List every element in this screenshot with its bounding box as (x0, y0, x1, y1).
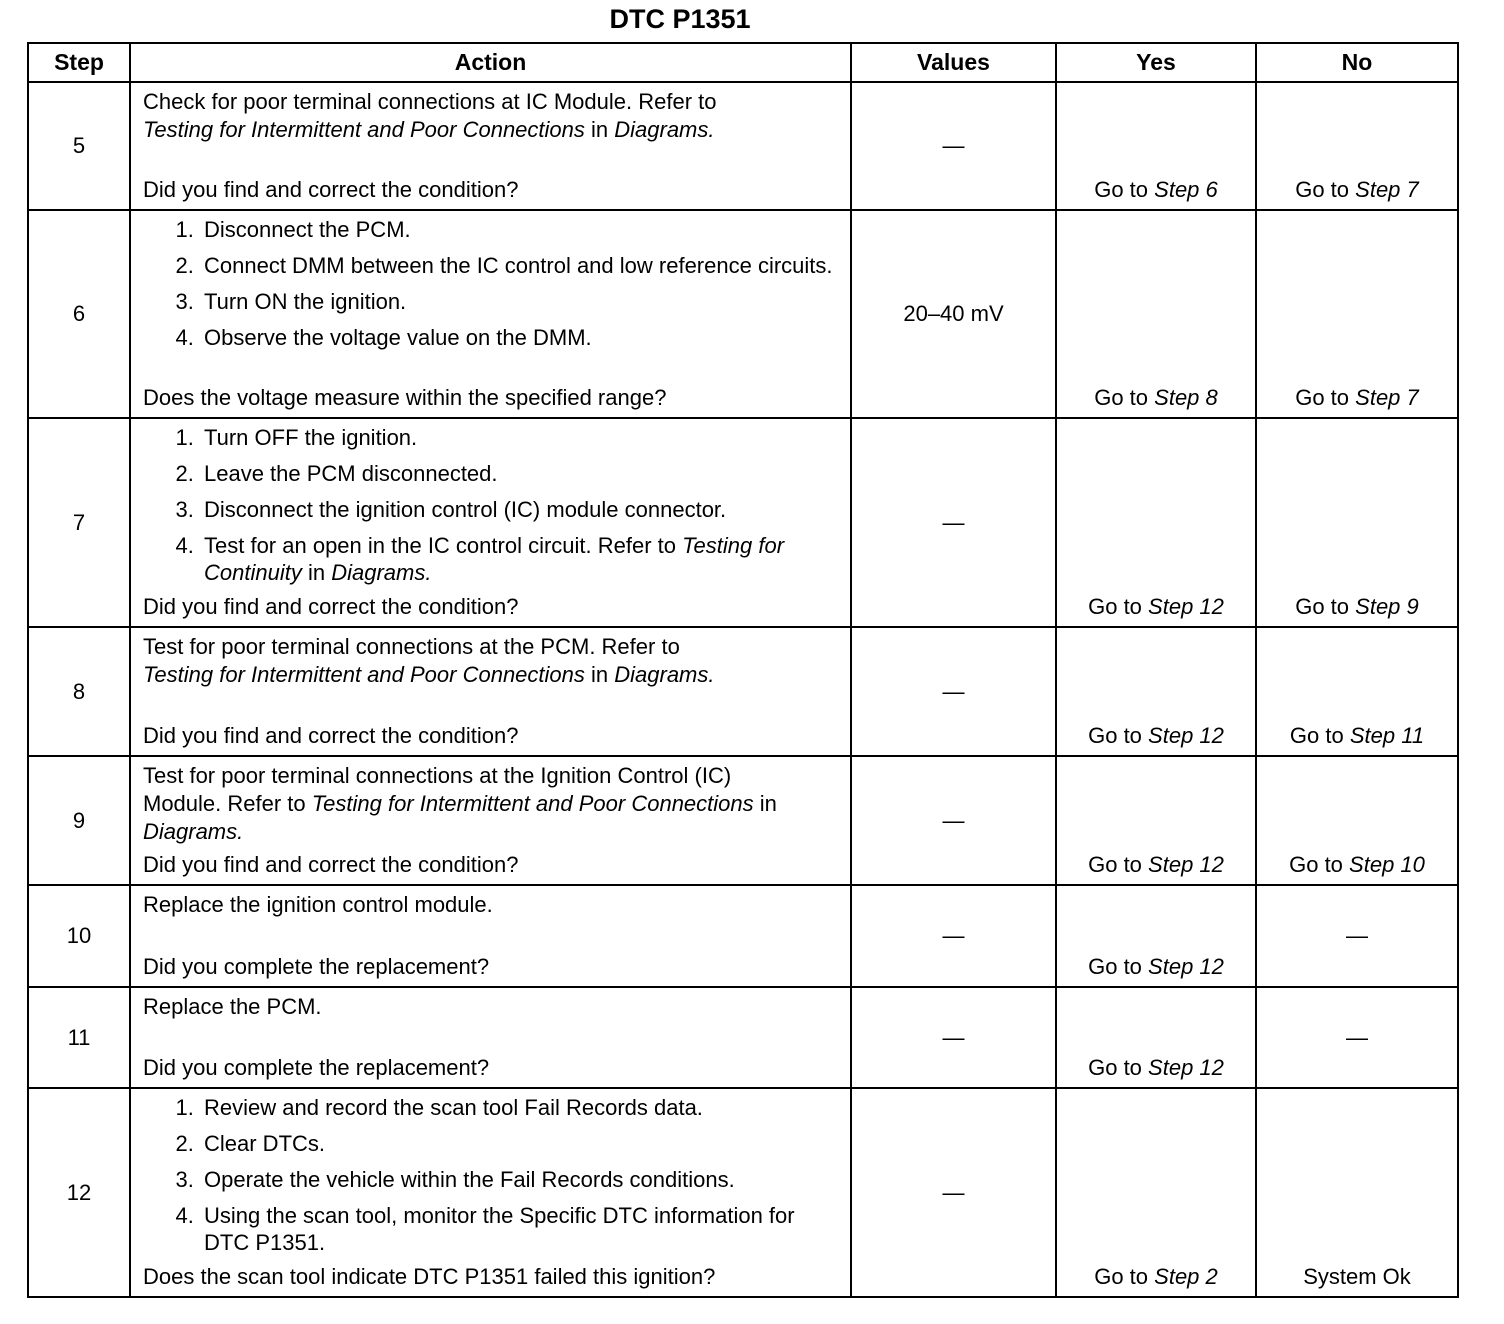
no-cell: Go to Step 7 (1256, 82, 1458, 210)
no-cell: Go to Step 10 (1256, 756, 1458, 885)
action-cell (130, 210, 851, 418)
diagnostic-table (27, 42, 1459, 1298)
yes-cell: Go to Step 12 (1056, 627, 1256, 756)
step-number: 6 (28, 210, 130, 418)
table-row (28, 210, 1458, 418)
no-cell: Go to Step 7 (1256, 210, 1458, 418)
list-item: 2. Connect DMM between the IC control and low reference circuits. (200, 252, 840, 279)
value-cell: — (851, 82, 1056, 210)
no-cell: Go to Step 11 (1256, 627, 1458, 756)
list-item: 4. Observe the voltage value on the DMM. (200, 324, 840, 351)
header-yes: Yes (1056, 43, 1256, 82)
action-text: Test for poor terminal connections at the PCM. Refer to Testing for Intermittent and Poor Connections in Diagrams. (143, 634, 715, 687)
yes-cell: Go to Step 6 (1056, 82, 1256, 210)
action-cell (130, 418, 851, 627)
action-steps-list (143, 424, 840, 586)
step-number: 9 (28, 756, 130, 885)
action-question: Does the scan tool indicate DTC P1351 failed this ignition? (143, 1264, 716, 1289)
step-number: 12 (28, 1088, 130, 1297)
action-question: Does the voltage measure within the specified range? (143, 385, 667, 410)
list-item: 4. Test for an open in the IC control circuit. Refer to Testing for Continuity in Diagrams. (200, 532, 840, 586)
step-number: 8 (28, 627, 130, 756)
value-cell: — (851, 418, 1056, 627)
yes-cell: Go to Step 12 (1056, 756, 1256, 885)
action-cell (130, 1088, 851, 1297)
table-row (28, 418, 1458, 627)
list-item: 3. Disconnect the ignition control (IC) module connector. (200, 496, 840, 523)
header-row (28, 43, 1458, 82)
value-cell: — (851, 756, 1056, 885)
list-item: 1. Disconnect the PCM. (200, 216, 840, 243)
value-cell: — (851, 885, 1056, 987)
list-item: 2. Clear DTCs. (200, 1130, 840, 1157)
value-cell: — (851, 1088, 1056, 1297)
action-steps-list (143, 1094, 840, 1256)
action-cell (130, 756, 851, 885)
action-steps-list (143, 216, 840, 351)
action-question: Did you find and correct the condition? (143, 594, 519, 619)
table-row (28, 885, 1458, 987)
yes-cell: Go to Step 12 (1056, 885, 1256, 987)
action-question: Did you find and correct the condition? (143, 852, 519, 877)
step-number: 11 (28, 987, 130, 1088)
list-item: 4. Using the scan tool, monitor the Specific DTC information for DTC P1351. (200, 1202, 840, 1256)
yes-cell: Go to Step 12 (1056, 418, 1256, 627)
header-action: Action (130, 43, 851, 82)
value-cell: — (851, 987, 1056, 1088)
action-question: Did you find and correct the condition? (143, 723, 519, 748)
action-cell (130, 627, 851, 756)
step-number: 7 (28, 418, 130, 627)
step-number: 10 (28, 885, 130, 987)
yes-cell: Go to Step 2 (1056, 1088, 1256, 1297)
action-text: Replace the ignition control module. (143, 892, 493, 917)
action-text: Replace the PCM. (143, 994, 322, 1019)
action-question: Did you complete the replacement? (143, 954, 490, 979)
action-cell (130, 885, 851, 987)
yes-cell: Go to Step 8 (1056, 210, 1256, 418)
no-cell: Go to Step 9 (1256, 418, 1458, 627)
table-row (28, 627, 1458, 756)
list-item: 2. Leave the PCM disconnected. (200, 460, 840, 487)
value-cell: — (851, 627, 1056, 756)
table-row (28, 82, 1458, 210)
header-values: Values (851, 43, 1056, 82)
action-text: Test for poor terminal connections at the Ignition Control (IC) Module. Refer to Testing for Intermittent and Poor Connections in Diagrams. (143, 763, 777, 844)
list-item: 1. Review and record the scan tool Fail Records data. (200, 1094, 840, 1121)
action-text: Check for poor terminal connections at IC Module. Refer to Testing for Intermittent and Poor Connections in Diagrams. (143, 89, 717, 142)
table-row (28, 1088, 1458, 1297)
yes-cell: Go to Step 12 (1056, 987, 1256, 1088)
action-cell (130, 987, 851, 1088)
no-cell: — (1256, 987, 1458, 1088)
step-number: 5 (28, 82, 130, 210)
page-title: DTC P1351 (609, 4, 751, 34)
list-item: 3. Turn ON the ignition. (200, 288, 840, 315)
table-row (28, 987, 1458, 1088)
table-row (28, 756, 1458, 885)
list-item: 1. Turn OFF the ignition. (200, 424, 840, 451)
list-item: 3. Operate the vehicle within the Fail Records conditions. (200, 1166, 840, 1193)
action-question: Did you find and correct the condition? (143, 177, 519, 202)
no-cell: — (1256, 885, 1458, 987)
value-cell: 20–40 mV (851, 210, 1056, 418)
action-question: Did you complete the replacement? (143, 1055, 490, 1080)
header-no: No (1256, 43, 1458, 82)
header-step: Step (28, 43, 130, 82)
no-cell: System Ok (1256, 1088, 1458, 1297)
action-cell (130, 82, 851, 210)
